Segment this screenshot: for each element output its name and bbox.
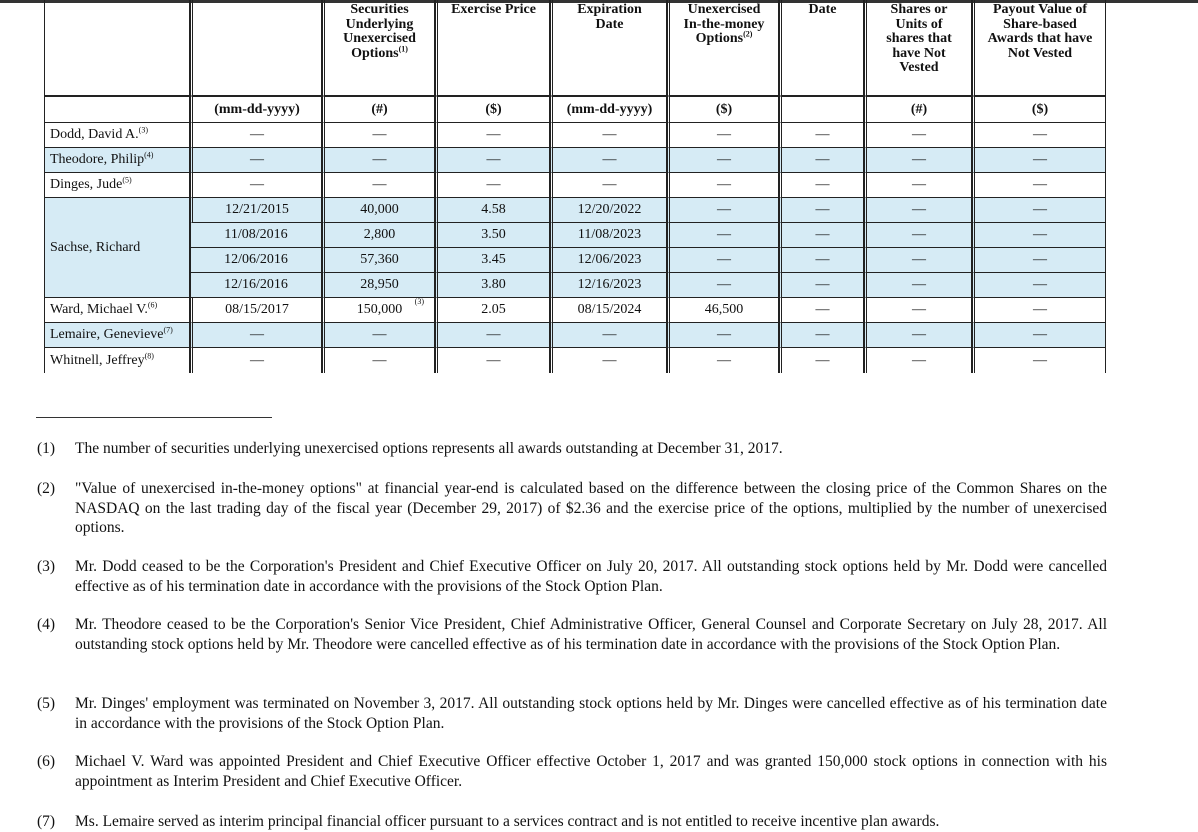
- table-cell: 2,800: [322, 223, 435, 248]
- row-name: Sachse, Richard: [44, 198, 190, 298]
- table-cell: —: [779, 123, 864, 148]
- table-cell: —: [667, 223, 779, 248]
- footnote-number: (3): [37, 558, 56, 575]
- table-cell: —: [550, 173, 667, 198]
- table-cell: 3.50: [435, 223, 550, 248]
- unit-cell: (mm-dd-yyyy): [550, 96, 667, 123]
- table-cell: —: [667, 348, 779, 373]
- units-row: [44, 96, 1106, 123]
- table-row: [44, 223, 1106, 248]
- footnote-number: (1): [37, 440, 56, 457]
- table-cell: 12/20/2022: [550, 198, 667, 223]
- table-cell: —: [864, 248, 972, 273]
- table-cell: —: [550, 323, 667, 348]
- table-cell: —: [322, 148, 435, 173]
- table-cell: —: [972, 223, 1106, 248]
- table-row: [44, 123, 1106, 148]
- header-row: [44, 0, 1106, 96]
- unit-cell: [44, 96, 190, 123]
- unit-cell: [779, 96, 864, 123]
- table-cell: —: [322, 173, 435, 198]
- header-expiration-date: Expiration Date: [550, 0, 667, 96]
- footnote-number: (6): [37, 753, 56, 770]
- table-cell: —: [779, 273, 864, 298]
- table-row: [44, 348, 1106, 373]
- table-cell: —: [322, 123, 435, 148]
- row-name: Dinges, Jude$^{(5)}$: [44, 173, 190, 198]
- unit-cell: ($): [972, 96, 1106, 123]
- table-cell: —: [972, 273, 1106, 298]
- table-cell: 08/15/2017: [190, 298, 322, 323]
- table-cell: —: [667, 323, 779, 348]
- table-cell: —: [667, 273, 779, 298]
- footnote-6: [37, 752, 1107, 791]
- header-date: Date: [779, 0, 864, 96]
- table-cell: 28,950: [322, 273, 435, 298]
- table-cell: —: [972, 248, 1106, 273]
- footnote-text: Mr. Theodore ceased to be the Corporation's Senior Vice President, Chief Administrative Officer, General Counsel and Corporate Secretary on July 28, 2017. All outstanding stock options held by Mr. Theodore were cancelled effective as of his termination date in accordance with the provisions of the Stock Option Plan.: [75, 616, 1107, 653]
- table-cell: —: [190, 148, 322, 173]
- table-cell: —: [864, 198, 972, 223]
- table-cell: 11/08/2016: [190, 223, 322, 248]
- table-cell: —: [779, 298, 864, 323]
- table-cell: 12/16/2016: [190, 273, 322, 298]
- table-cell: 150,000 (3): [322, 298, 435, 323]
- table-cell: —: [779, 248, 864, 273]
- footnote-separator: [36, 417, 272, 418]
- table-cell: —: [190, 348, 322, 373]
- table-cell: 2.05: [435, 298, 550, 323]
- table-row: [44, 173, 1106, 198]
- row-name: Lemaire, Genevieve$^{(7)}$: [44, 323, 190, 348]
- table-cell: —: [550, 148, 667, 173]
- table-cell: —: [864, 148, 972, 173]
- footnote-1: [37, 439, 1107, 459]
- table-cell: —: [864, 273, 972, 298]
- table-cell: 12/21/2015: [190, 198, 322, 223]
- table-cell: —: [779, 348, 864, 373]
- table-cell: —: [779, 198, 864, 223]
- footnote-number: (2): [37, 480, 56, 497]
- table-row: [44, 323, 1106, 348]
- table-cell: 12/06/2023: [550, 248, 667, 273]
- footnote-3: [37, 557, 1107, 596]
- table-cell: —: [864, 298, 972, 323]
- table-cell: —: [190, 323, 322, 348]
- table-cell: —: [435, 148, 550, 173]
- option-awards-table: [44, 0, 1106, 373]
- table-cell: —: [864, 348, 972, 373]
- table-cell: —: [667, 198, 779, 223]
- footnote-number: (7): [37, 813, 56, 830]
- footnote-text: Michael V. Ward was appointed President and Chief Executive Officer effective October 1, 2017 and was granted 150,000 stock options in connection with his appointment as Interim President and Chief Executive Officer.: [75, 753, 1107, 790]
- unit-cell: ($): [435, 96, 550, 123]
- footnote-5: [37, 694, 1107, 733]
- table-cell: 08/15/2024: [550, 298, 667, 323]
- table-cell: 4.58: [435, 198, 550, 223]
- table-cell: 11/08/2023: [550, 223, 667, 248]
- table-cell: —: [435, 123, 550, 148]
- table-cell: —: [779, 173, 864, 198]
- table-cell: —: [190, 123, 322, 148]
- table-cell: —: [864, 323, 972, 348]
- table-cell: —: [779, 148, 864, 173]
- table-cell: —: [435, 348, 550, 373]
- table-cell: —: [190, 173, 322, 198]
- footnote-text: Ms. Lemaire served as interim principal financial officer pursuant to a services contract and is not entitled to receive incentive plan awards.: [75, 813, 940, 830]
- table-cell: —: [972, 123, 1106, 148]
- footnote-text: Mr. Dinges' employment was terminated on November 3, 2017. All outstanding stock options held by Mr. Dinges were cancelled effective as of his termination date in accordance with the provisions of the Stock Option Plan.: [75, 695, 1107, 732]
- table-row: [44, 298, 1106, 323]
- unit-cell: (#): [864, 96, 972, 123]
- table-cell: —: [667, 148, 779, 173]
- table-cell: —: [667, 248, 779, 273]
- table-cell: —: [779, 323, 864, 348]
- header-exercise-price: Exercise Price: [435, 0, 550, 96]
- header-cell: [190, 0, 322, 96]
- table-row: [44, 273, 1106, 298]
- table-cell: —: [972, 323, 1106, 348]
- table-cell: 3.45: [435, 248, 550, 273]
- table-cell: —: [667, 123, 779, 148]
- table-cell: —: [322, 323, 435, 348]
- table-row: [44, 148, 1106, 173]
- table-cell: 46,500: [667, 298, 779, 323]
- header-securities-underlying: Securities Underlying Unexercised Options$^{(1)}$: [322, 0, 435, 96]
- table-cell: —: [972, 148, 1106, 173]
- unit-cell: ($): [667, 96, 779, 123]
- table-cell: —: [864, 173, 972, 198]
- table-cell: —: [779, 223, 864, 248]
- footnote-text: Mr. Dodd ceased to be the Corporation's President and Chief Executive Officer on July 20, 2017. All outstanding stock options held by Mr. Dodd were cancelled effective as of his termination date in accordance with the provisions of the Stock Option Plan.: [75, 558, 1107, 595]
- table-row: [44, 198, 1106, 223]
- table-cell: —: [667, 173, 779, 198]
- row-name: Theodore, Philip$^{(4)}$: [44, 148, 190, 173]
- table-cell: —: [435, 323, 550, 348]
- footnote-text: "Value of unexercised in-the-money options" at financial year-end is calculated based on the difference between the closing price of the Common Shares on the NASDAQ on the last trading day of the fiscal year (December 29, 2017) of $2.36 and the exercise price of the options, multiplied by the number of unexercised options.: [75, 480, 1107, 536]
- footnote-number: (5): [37, 695, 56, 712]
- table-cell: 3.80: [435, 273, 550, 298]
- header-payout-value: Payout Value of Share-based Awards that have Not Vested: [972, 0, 1106, 96]
- footnote-2: [37, 479, 1107, 538]
- row-name: Dodd, David A.$^{(3)}$: [44, 123, 190, 148]
- table-cell: —: [864, 123, 972, 148]
- table-cell: —: [972, 298, 1106, 323]
- footnote-4: [37, 615, 1107, 654]
- header-shares-not-vested: Shares or Units of shares that have Not Vested: [864, 0, 972, 96]
- table-cell: 12/06/2016: [190, 248, 322, 273]
- footnote-text: The number of securities underlying unexercised options represents all awards outstanding at December 31, 2017.: [75, 440, 783, 457]
- header-unexercised-in-the-money: Unexercised In-the-money Options$^{(2)}$: [667, 0, 779, 96]
- table-cell: 57,360: [322, 248, 435, 273]
- table-cell: —: [972, 198, 1106, 223]
- header-cell: [44, 0, 190, 96]
- table-cell: —: [864, 223, 972, 248]
- unit-cell: (#): [322, 96, 435, 123]
- unit-cell: (mm-dd-yyyy): [190, 96, 322, 123]
- table-row: [44, 248, 1106, 273]
- table-cell: —: [322, 348, 435, 373]
- table-cell: —: [972, 348, 1106, 373]
- table-cell: 12/16/2023: [550, 273, 667, 298]
- footnote-number: (4): [37, 616, 56, 633]
- table-cell: —: [550, 348, 667, 373]
- row-name: Ward, Michael V.$^{(6)}$: [44, 298, 190, 323]
- table-cell: 40,000: [322, 198, 435, 223]
- table-cell: —: [550, 123, 667, 148]
- table-cell: —: [435, 173, 550, 198]
- row-name: Whitnell, Jeffrey$^{(8)}$: [44, 348, 190, 373]
- table-cell: —: [972, 173, 1106, 198]
